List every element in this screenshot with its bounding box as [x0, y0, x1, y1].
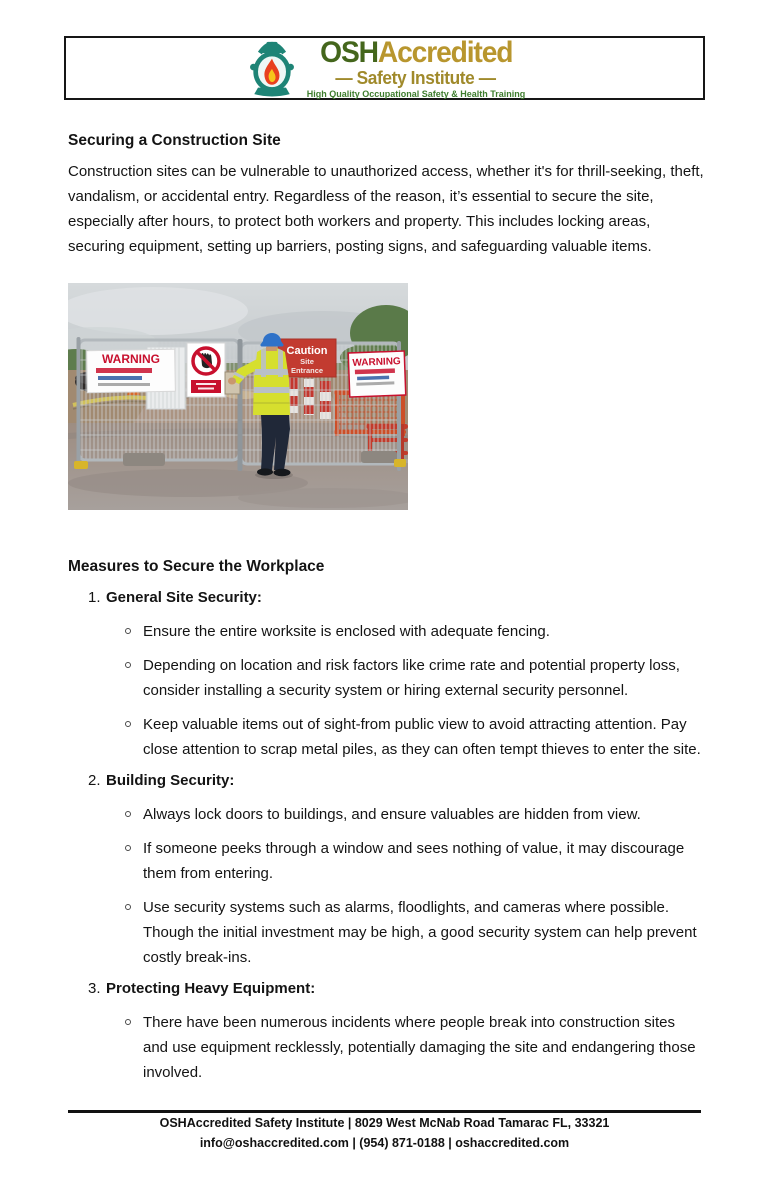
svg-text:Site: Site	[300, 357, 314, 366]
bullet-item	[68, 895, 704, 970]
svg-text:Entrance: Entrance	[290, 366, 324, 375]
intro-paragraph: Construction sites can be vulnerable to unauthorized access, whether it's for thrill-seeking, theft, vandalism, or accidental entry. Regardless of the reason, it’s essential to secure the site, especially after hours, to protect both workers and property. This includes locking areas, securing equipment, setting up barriers, posting signs, and safeguarding valuable items.	[68, 163, 704, 255]
bullet-item	[68, 1010, 704, 1085]
logo-text-block	[306, 35, 526, 99]
logo-subtitle: — Safety Institute —	[335, 67, 497, 88]
bullet-marker-icon	[125, 628, 131, 634]
bullet-item	[68, 836, 704, 886]
footer-address: OSHAccredited Safety Institute | 8029 West McNab Road Tamarac FL, 33321	[159, 1116, 610, 1130]
list-item-heading: Building Security:	[106, 772, 235, 789]
bullet-marker-icon	[125, 1019, 131, 1025]
construction-site-photo-image	[68, 283, 408, 510]
no-entry-sign	[187, 343, 225, 397]
osh-accredited-logo	[244, 35, 526, 99]
list-number: 3.	[88, 980, 101, 997]
list-item-heading: Protecting Heavy Equipment:	[106, 980, 316, 997]
logo-tagline: High Quality Occupational Safety & Health Training	[306, 88, 526, 99]
construction-site-photo	[68, 283, 408, 510]
list-item-general-site-security	[68, 585, 704, 610]
list-item-building-security	[68, 768, 704, 793]
header-logo-box	[64, 36, 705, 100]
document-body	[68, 128, 704, 1085]
logo-brand-name	[319, 35, 513, 69]
svg-text:WARNING: WARNING	[102, 352, 160, 366]
svg-text:Caution: Caution	[286, 345, 328, 357]
bullet-item	[68, 802, 704, 827]
list-number: 2.	[88, 772, 101, 789]
page-footer	[68, 1110, 701, 1153]
bullet-marker-icon	[125, 904, 131, 910]
bullet-marker-icon	[125, 845, 131, 851]
bullet-text: Depending on location and risk factors like crime rate and potential property loss, consider installing a security system or hiring external security personnel.	[143, 657, 680, 699]
bullet-text: Ensure the entire worksite is enclosed with adequate fencing.	[143, 623, 550, 640]
bullet-marker-icon	[125, 662, 131, 668]
bullet-text: Keep valuable items out of sight-from public view to avoid attracting attention. Pay close attention to scrap metal piles, as they can often tempt thieves to enter the site.	[143, 716, 701, 758]
bullet-text: Use security systems such as alarms, floodlights, and cameras where possible. Though the initial investment may be high, a good security system can help prevent costly break-ins.	[143, 899, 697, 966]
bullet-text: Always lock doors to buildings, and ensure valuables are hidden from view.	[143, 806, 641, 823]
footer-contact: info@oshaccredited.com | (954) 871-0188 | oshaccredited.com	[199, 1136, 570, 1150]
logo-brand-accredited: Accredited	[377, 35, 513, 69]
section-heading: Measures to Secure the Workplace	[68, 558, 325, 575]
bullet-item	[68, 712, 704, 762]
warning-sign-right	[348, 351, 406, 397]
lantern-flame-icon	[244, 38, 300, 98]
bullet-item	[68, 653, 704, 703]
page-title: Securing a Construction Site	[68, 132, 281, 149]
bullet-marker-icon	[125, 811, 131, 817]
list-item-protecting-heavy-equipment	[68, 976, 704, 1001]
list-number: 1.	[88, 589, 101, 606]
logo-brand-osh: OSH	[319, 35, 378, 69]
warning-sign-left	[87, 349, 176, 393]
bullet-text: If someone peeks through a window and sees nothing of value, it may discourage them from entering.	[143, 840, 685, 882]
bullet-text: There have been numerous incidents where people break into construction sites and use equipment recklessly, potentially damaging the site and endangering those involved.	[143, 1014, 696, 1081]
bullet-marker-icon	[125, 721, 131, 727]
list-item-heading: General Site Security:	[106, 589, 262, 606]
svg-text:WARNING: WARNING	[352, 356, 401, 369]
bullet-item	[68, 619, 704, 644]
